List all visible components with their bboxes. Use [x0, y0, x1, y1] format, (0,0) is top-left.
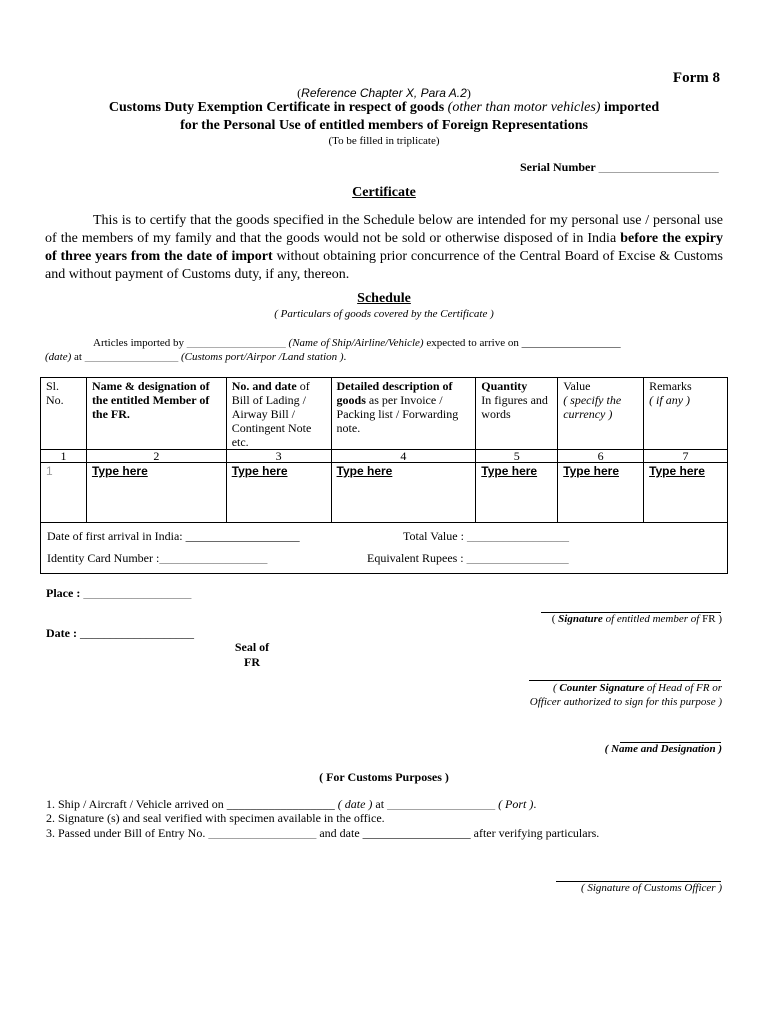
counter-signature-caption: ( Counter Signature of Head of FR or Officer authorized to sign for this purpose ) [529, 682, 722, 708]
form-number: Form 8 [672, 70, 720, 86]
table-row [41, 463, 728, 523]
col-number: 6 [558, 450, 644, 463]
name-designation-caption: ( Name and Designation ) [604, 743, 722, 755]
remarks-field[interactable]: Type here [644, 463, 728, 523]
col-number: 4 [331, 450, 476, 463]
schedule-heading: Schedule [357, 291, 411, 306]
col-number: 2 [86, 450, 226, 463]
id-card-field[interactable]: Identity Card Number :__________________ [47, 551, 268, 565]
col-header-bill-no-date: No. and date of Bill of Lading / Airway Bill / Contingent Note etc. [226, 378, 331, 450]
certificate-heading: Certificate [352, 185, 416, 200]
schedule-table [40, 377, 728, 574]
form-title: Customs Duty Exemption Certificate in respect of goods (other than motor vehicles) imported [108, 100, 660, 115]
articles-imported-text: Articles imported by __________________ (Name of Ship/Airline/Vehicle) expected to arrive on __________________ (date) at _________________ (Customs port/Airpor /Land station ). [45, 337, 621, 363]
col-header-quantity: Quantity In figures and words [476, 378, 558, 450]
form-title-line2: for the Personal Use of entitled members of Foreign Representations [180, 118, 588, 133]
value-field[interactable]: Type here [558, 463, 644, 523]
total-value-field[interactable]: Total Value : _________________ [403, 529, 569, 543]
table-footer-row [41, 523, 728, 574]
col-header-sl-no: Sl. No. [41, 378, 87, 450]
bill-no-date-field[interactable]: Type here [226, 463, 331, 523]
column-number-row [41, 450, 728, 463]
signature-member-caption: ( Signature of entitled member of FR ) [551, 613, 722, 625]
col-number: 5 [476, 450, 558, 463]
schedule-subheading: ( Particulars of goods covered by the Certificate ) [274, 308, 494, 320]
customs-line-1: 1. Ship / Aircraft / Vehicle arrived on __________________ ( date ) at __________________ ( Port ). [46, 797, 537, 811]
customs-heading: ( For Customs Purposes ) [319, 770, 449, 784]
col-number: 3 [226, 450, 331, 463]
customs-officer-caption: ( Signature of Customs Officer ) [580, 882, 722, 894]
place-field[interactable]: Place : __________________ [46, 586, 192, 600]
serial-number[interactable]: Serial Number ____________________ [520, 160, 719, 174]
col-header-description: Detailed description of goods as per Invoice / Packing list / Forwarding note. [331, 378, 476, 450]
description-field[interactable]: Type here [331, 463, 476, 523]
seal-of-fr: Seal of FR [234, 640, 270, 669]
sl-no-cell: 1 [41, 463, 87, 523]
table-header-row [41, 378, 728, 450]
reference-note: (Reference Chapter X, Para A.2) [297, 86, 471, 100]
name-designation-field[interactable]: Type here [86, 463, 226, 523]
col-header-value: Value ( specify the currency ) [558, 378, 644, 450]
customs-line-3: 3. Passed under Bill of Entry No. __________________ and date __________________ after verifying particulars. [46, 826, 600, 840]
equivalent-rupees-field[interactable]: Equivalent Rupees : _________________ [367, 551, 569, 565]
col-header-remarks: Remarks ( if any ) [644, 378, 728, 450]
date-field[interactable]: Date : ___________________ [46, 626, 194, 640]
col-header-name-designation: Name & designation of the entitled Member of the FR. [86, 378, 226, 450]
col-number: 7 [644, 450, 728, 463]
triplicate-note: (To be filled in triplicate) [328, 135, 440, 147]
first-arrival-field[interactable]: Date of first arrival in India: ___________________ [47, 529, 300, 543]
customs-line-2: 2. Signature (s) and seal verified with specimen available in the office. [46, 811, 385, 825]
quantity-field[interactable]: Type here [476, 463, 558, 523]
col-number: 1 [41, 450, 87, 463]
certificate-paragraph: This is to certify that the goods specified in the Schedule below are intended for my personal use / personal use of the members of my family and that the goods would not be sold or otherwise disposed of in India before the expiry of three years from the date of import without obtaining prior concurrence of the Central Board of Excise & Customs and without payment of Customs duty, if any, thereon. [45, 213, 723, 282]
